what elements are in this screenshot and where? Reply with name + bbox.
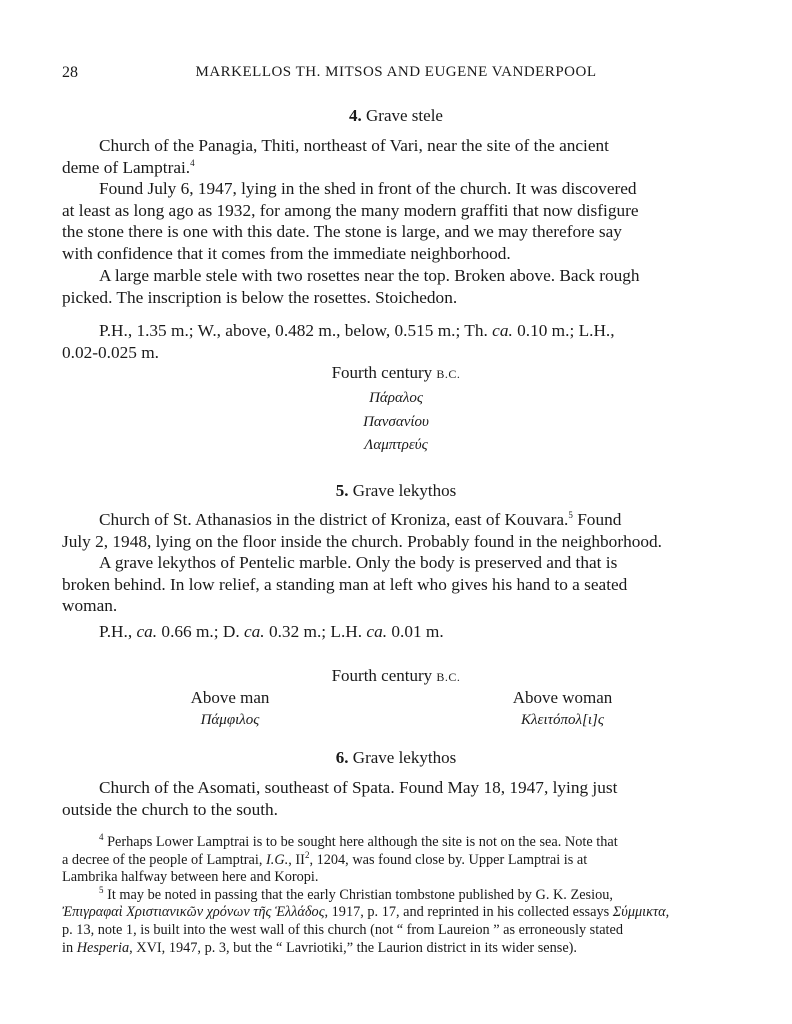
footnote-5-line [62, 887, 728, 905]
entry-5-number: 5. [335, 481, 349, 500]
text-line: the stone there is one with this date. The stone is large, and we may therefore say [62, 222, 622, 241]
measure-text: 0.32 m.; L.H. [264, 622, 367, 641]
entry-5-paragraph-1 [62, 509, 727, 552]
left-column-inscription: Πάμφιλος [200, 712, 260, 728]
footnotes [62, 834, 728, 957]
date-text: Fourth century [331, 666, 433, 685]
footnote-5-mark: 5 [99, 885, 104, 896]
text-line: picked. The inscription is below the rosettes. Stoichedon. [62, 287, 458, 307]
text-line [62, 509, 727, 531]
inscription-line-3: Λαμπτρεύς [364, 437, 428, 453]
text-line: Church of the Asomati, southeast of Spata. Found May 18, 1947, lying just [99, 778, 618, 797]
text-line-text: deme of Lamptrai. [62, 157, 191, 177]
text-line: 0.02-0.025 m. [62, 342, 159, 362]
entry-4-number: 4. [349, 106, 362, 125]
footnote-text: , 1917, p. 17, and reprinted in his collected essays [324, 904, 613, 921]
entry-5-measurements [62, 621, 727, 643]
measure-ca: ca. [492, 321, 513, 340]
entry-4-paragraph-3 [62, 265, 727, 308]
footnote-5-line [62, 904, 728, 922]
footnote-4-line [62, 834, 728, 852]
footnote-5-line [62, 940, 728, 958]
entry-6-number: 6. [335, 748, 349, 767]
footnote-text: It may be noted in passing that the early Christian tombstone published by G. K. Zesiou, [103, 886, 613, 903]
entry-4-title: Grave stele [366, 106, 443, 125]
entry-6-paragraph-1 [62, 777, 727, 820]
entry-5-heading [62, 481, 730, 501]
footnote-4-mark: 4 [99, 832, 104, 843]
footnote-greek-title: Ἐπιγραφαὶ Χριστιανικῶν χρόνων τῆς Ἑλλάδος [62, 904, 325, 921]
measure-ca: ca. [136, 622, 158, 641]
text-line-text: Found [572, 510, 622, 529]
text-line: woman. [62, 596, 118, 615]
measure-ca: ca. [244, 622, 265, 641]
text-line [62, 157, 727, 179]
footnote-text: a decree of the people of Lamptrai, [62, 851, 267, 868]
text-line [62, 621, 727, 643]
footnote-5-line: p. 13, note 1, is built into the west wall of this church (not “ from Laureion ” as erroneously stated [62, 921, 624, 938]
footnote-4-line [62, 849, 728, 870]
entry-4-measurements [62, 320, 727, 363]
footnote-superscript: 2 [304, 849, 310, 860]
header-authors: MARKELLOS TH. MITSOS AND EUGENE VANDERPOOL [195, 64, 597, 80]
text-line: Found July 6, 1947, lying in the shed in front of the church. It was discovered [99, 179, 637, 198]
entry-5-paragraph-2 [62, 552, 727, 617]
text-line-text: Church of St. Athanasios in the district of Kroniza, east of Kouvara. [99, 510, 569, 529]
inscription-line-1: Πάραλος [369, 390, 423, 406]
measure-text: P.H., [99, 622, 137, 641]
text-line: outside the church to the south. [62, 799, 278, 819]
text-line: A large marble stele with two rosettes near the top. Broken above. Back rough [99, 266, 640, 285]
measure-text: 0.66 m.; D. [157, 622, 244, 641]
date-text: Fourth century [331, 363, 433, 382]
date-bc: B.C. [436, 367, 461, 381]
entry-5-title: Grave lekythos [352, 481, 457, 500]
footnote-text: Perhaps Lower Lamptrai is to be sought here although the site is not on the sea. Note that [103, 834, 618, 850]
entry-4-paragraph-1 [62, 135, 727, 178]
measure-text: 0.10 m.; L.H., [512, 321, 615, 340]
entry-5-date [62, 666, 730, 686]
footnote-ref-4: 4 [190, 157, 195, 168]
entry-4-date [62, 363, 730, 383]
date-bc: B.C. [436, 670, 461, 684]
text-line: at least as long ago as 1932, for among the many modern graffiti that now disfigure [62, 200, 639, 220]
text-line: broken behind. In low relief, a standing man at left who gives his hand to a seated [62, 574, 628, 594]
entry-4-paragraph-2 [62, 178, 727, 264]
footnote-text: in [62, 939, 77, 956]
footnote-text: , II [288, 851, 305, 868]
text-line: A grave lekythos of Pentelic marble. Only the body is preserved and that is [99, 553, 618, 572]
footnote-text: , XVI, 1947, p. 3, but the “ Lavriotiki,” the Laurion district in its wider sense). [129, 939, 577, 956]
text-line: July 2, 1948, lying on the floor inside the church. Probably found in the neighborhood. [62, 531, 662, 551]
measure-ca: ca. [366, 622, 388, 641]
text-line: with confidence that it comes from the immediate neighborhood. [62, 243, 511, 263]
left-column-label: Above man [190, 688, 270, 707]
inscription-line-2: Πανσανίου [363, 414, 429, 430]
measure-text: 0.01 m. [387, 622, 444, 641]
right-column-label: Above woman [512, 688, 613, 707]
text-line: Church of the Panagia, Thiti, northeast of Vari, near the site of the ancient [99, 136, 609, 155]
entry-6-title: Grave lekythos [352, 748, 457, 767]
page-number: 28 [62, 64, 78, 81]
measure-text: P.H., 1.35 m.; W., above, 0.482 m., below, 0.515 m.; Th. [99, 321, 493, 340]
footnote-ig: I.G. [266, 851, 289, 868]
running-head [62, 64, 730, 86]
entry-6-heading [62, 748, 730, 768]
text-line [62, 320, 727, 342]
footnote-4-line: Lambrika halfway between here and Koropi. [62, 869, 319, 886]
right-column-inscription: Κλειτόπολ[ι]ς [521, 712, 604, 728]
footnote-text: , 1204, was found close by. Upper Lamptrai is at [309, 851, 588, 868]
footnote-ref-5: 5 [568, 510, 573, 521]
entry-4-heading [62, 106, 730, 126]
footnote-hesperia: Hesperia [76, 939, 130, 956]
footnote-greek-title: Σύμμικτα, [612, 904, 670, 921]
